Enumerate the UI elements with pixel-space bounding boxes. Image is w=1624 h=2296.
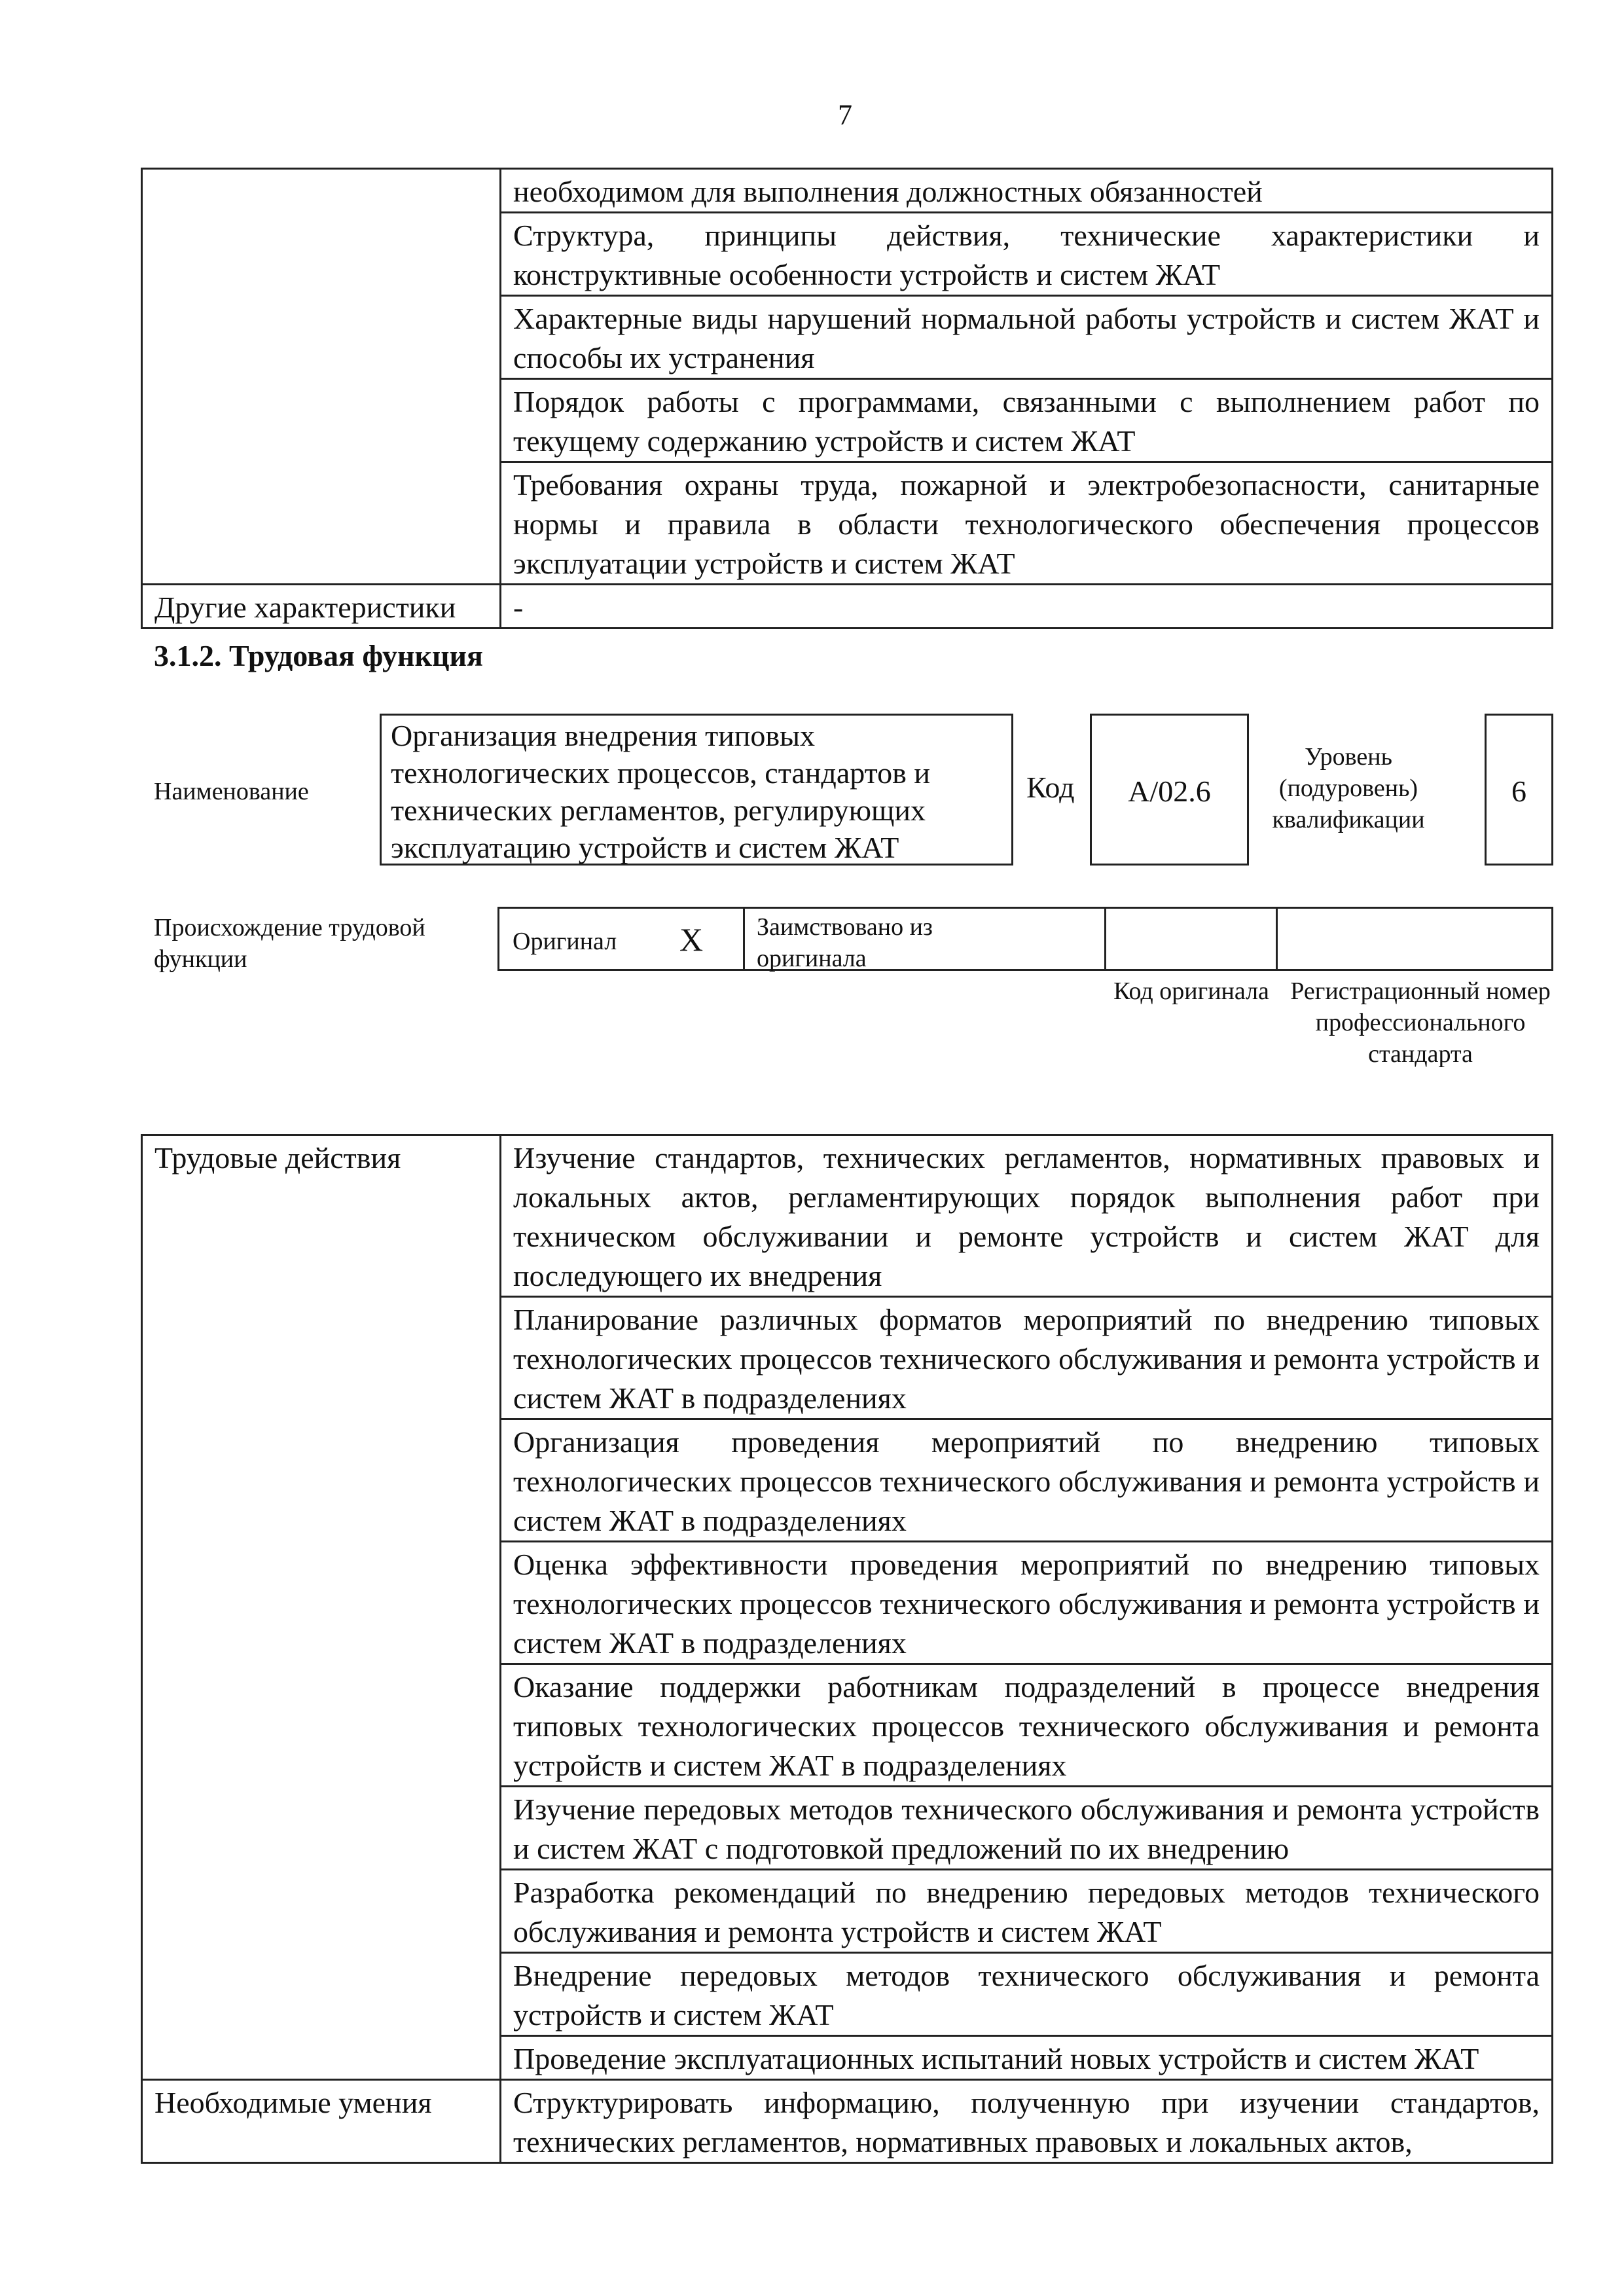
- borrowed-label: Заимствовано из оригинала: [757, 913, 933, 972]
- section-heading: 3.1.2. Трудовая функция: [154, 639, 483, 672]
- code-label: Код: [1026, 771, 1075, 804]
- qualification-level-box: 6: [1485, 714, 1553, 866]
- borrowed-cell: [743, 907, 1106, 971]
- table-cell: Планирование различных форматов мероприятий по внедрению типовых технологических процессов технического обслуживания и ремонта устройств и систем ЖАТ в подразделениях: [501, 1297, 1553, 1419]
- code-original-cell: [1104, 907, 1278, 971]
- code-original-label: Код оригинала: [1113, 977, 1269, 1005]
- table-cell: Разработка рекомендаций по внедрению передовых методов технического обслуживания и ремонта устройств и систем ЖАТ: [501, 1870, 1553, 1953]
- labor-actions-table: [141, 1134, 1553, 2164]
- table-cell-empty: [142, 169, 501, 585]
- function-code-box: A/02.6: [1090, 714, 1249, 866]
- labor-actions-label: Трудовые действия: [142, 1135, 501, 2080]
- reg-number-cell: [1276, 907, 1553, 971]
- origin-label: Происхождение трудовой функции: [154, 914, 425, 973]
- original-cell: [497, 907, 745, 971]
- table-row: [142, 585, 1553, 629]
- qualification-level-label: Уровень (подуровень) квалификации: [1272, 743, 1425, 833]
- table-cell: Порядок работы с программами, связанными с выполнением работ по текущему содержанию устройств и систем ЖАТ: [501, 379, 1553, 462]
- table-cell: Требования охраны труда, пожарной и электробезопасности, санитарные нормы и правила в области технологического обеспечения процессов эксплуатации устройств и систем ЖАТ: [501, 462, 1553, 585]
- page-number: 7: [838, 99, 852, 131]
- original-mark: X: [679, 921, 704, 958]
- origin-row: [497, 907, 1553, 971]
- skills-label: Необходимые умения: [142, 2080, 501, 2163]
- table-row: [142, 1135, 1553, 1297]
- table-cell: Структурировать информацию, полученную при изучении стандартов, технических регламентов, нормативных правовых и локальных актов,: [501, 2080, 1553, 2163]
- table-cell: Структура, принципы действия, технические характеристики и конструктивные особенности устройств и систем ЖАТ: [501, 213, 1553, 296]
- function-name-box: Организация внедрения типовых технологических процессов, стандартов и технических регламентов, регулирующих эксплуатацию устройств и систем ЖАТ: [380, 714, 1013, 866]
- table-row: [142, 2080, 1553, 2163]
- table-cell: Изучение стандартов, технических регламентов, нормативных правовых и локальных актов, регламентирующих порядок выполнения работ при техническом обслуживании и ремонте устройств и систем ЖАТ для последующего их внедрения: [501, 1135, 1553, 1297]
- name-label: Наименование: [154, 778, 309, 805]
- table-cell: необходимом для выполнения должностных обязанностей: [501, 169, 1553, 213]
- table-cell: Оценка эффективности проведения мероприятий по внедрению типовых технологических процессов технического обслуживания и ремонта устройств и систем ЖАТ в подразделениях: [501, 1542, 1553, 1664]
- table-cell: Внедрение передовых методов технического обслуживания и ремонта устройств и систем ЖАТ: [501, 1953, 1553, 2036]
- table-row: [142, 169, 1553, 213]
- table-cell: Оказание поддержки работникам подразделений в процессе внедрения типовых технологических процессов технического обслуживания и ремонта устройств и систем ЖАТ в подразделениях: [501, 1664, 1553, 1787]
- original-label: Оригинал: [513, 928, 617, 955]
- other-characteristics-label: Другие характеристики: [142, 585, 501, 629]
- continued-requirements-table: [141, 168, 1553, 629]
- reg-number-label: Регистрационный номер профессионального стандарта: [1290, 977, 1551, 1068]
- table-cell: Изучение передовых методов технического обслуживания и ремонта устройств и систем ЖАТ с подготовкой предложений по их внедрению: [501, 1787, 1553, 1870]
- table-cell: Организация проведения мероприятий по внедрению типовых технологических процессов технического обслуживания и ремонта устройств и систем ЖАТ в подразделениях: [501, 1419, 1553, 1542]
- table-cell: Проведение эксплуатационных испытаний новых устройств и систем ЖАТ: [501, 2036, 1553, 2080]
- other-characteristics-value: -: [501, 585, 1553, 629]
- table-cell: Характерные виды нарушений нормальной работы устройств и систем ЖАТ и способы их устранения: [501, 296, 1553, 379]
